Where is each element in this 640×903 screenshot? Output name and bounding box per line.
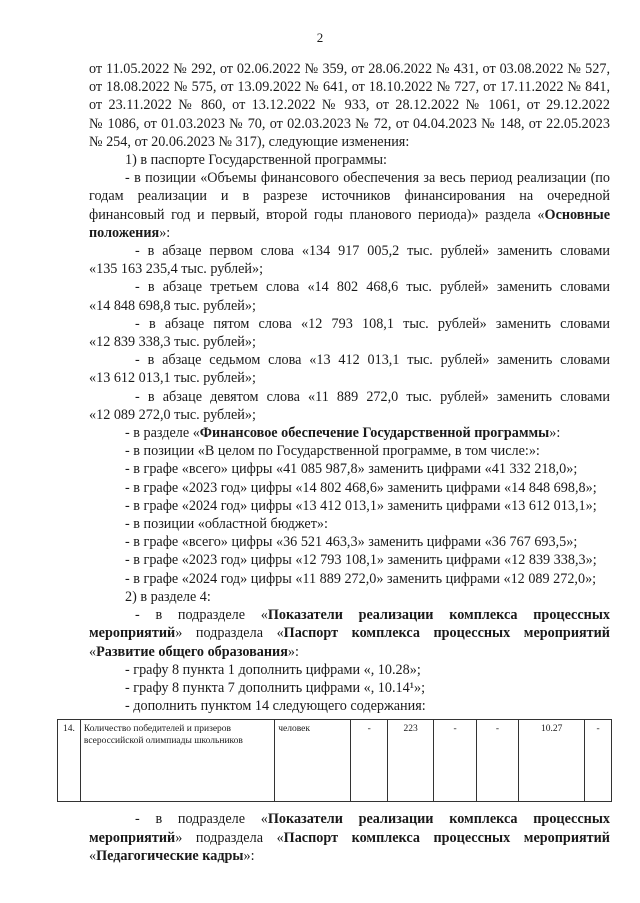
finance-line: - в графе «всего» цифры «36 521 463,3» заменить цифрами «36 767 693,5»; <box>125 534 578 551</box>
subsection-line: «Педагогические кадры»: <box>89 847 255 864</box>
text-line: от 23.11.2022 № 860, от 13.12.2022 № 933, от 28.12.2022 № 1061, от 29.12.2022 <box>89 97 610 114</box>
table-cell: 10.27 <box>519 720 585 802</box>
table-row <box>58 720 612 802</box>
table-cell: - <box>434 720 476 802</box>
subsection-line: - в подразделе «Показатели реализации комплекса процессных <box>135 607 610 624</box>
paragraph-change: - в абзаце третьем слова «14 802 468,6 тыс. рублей» заменить словами <box>135 279 610 296</box>
subsection-line: «Развитие общего образования»: <box>89 643 299 660</box>
paragraph-change: «14 848 698,8 тыс. рублей»; <box>89 297 256 314</box>
text-line: от 11.05.2022 № 292, от 02.06.2022 № 359, от 28.06.2022 № 431, от 03.08.2022 № 527, <box>89 61 610 77</box>
paragraph-change: «135 163 235,4 тыс. рублей»; <box>89 261 264 278</box>
paragraph-change: «13 612 013,1 тыс. рублей»; <box>89 370 256 387</box>
paragraph-change: «12 839 338,3 тыс. рублей»; <box>89 334 256 351</box>
indicator-table <box>57 719 612 802</box>
finance-line: - в графе «2023 год» цифры «12 793 108,1» заменить цифрами «12 839 338,3»; <box>125 552 597 569</box>
item-1-heading: 1) в паспорте Государственной программы: <box>125 152 388 169</box>
item-2-heading: 2) в разделе 4: <box>125 588 211 605</box>
funding-position-line: финансовый год и первый, второй годы планового периода)» раздела «Основные <box>89 206 610 223</box>
text-line: № 1086, от 01.03.2023 № 70, от 02.03.2023 № 72, от 04.04.2023 № 148, от 22.05.2023 <box>89 115 610 132</box>
table-cell: 223 <box>387 720 433 802</box>
paragraph-change: - в абзаце пятом слова «12 793 108,1 тыс. рублей» заменить словами <box>135 315 610 332</box>
text-line: № 254, от 20.06.2023 № 317), следующие изменения: <box>89 133 410 150</box>
page-number: 2 <box>316 30 324 45</box>
table-cell: человек <box>275 720 351 802</box>
sub-line: - графу 8 пункта 1 дополнить цифрами «, 10.28»; <box>125 661 421 678</box>
funding-position-line: положения»: <box>89 224 171 241</box>
table-cell: - <box>585 720 612 802</box>
sub-line: - графу 8 пункта 7 дополнить цифрами «, 10.14¹»; <box>125 679 426 696</box>
section-finance-heading: - в разделе «Финансовое обеспечение Государственной программы»: <box>125 425 561 442</box>
funding-position-line: - в позиции «Объемы финансового обеспечения за весь период реализации (по <box>125 170 610 187</box>
finance-line: - в графе «2023 год» цифры «14 802 468,6» заменить цифрами «14 848 698,8»; <box>125 479 597 496</box>
table-cell: - <box>351 720 387 802</box>
funding-position-line: годам реализации и в разрезе источников финансирования на очередной <box>89 188 610 205</box>
text-line: от 18.08.2022 № 575, от 13.09.2022 № 641, от 18.10.2022 № 727, от 17.11.2022 № 841, <box>89 79 610 96</box>
finance-line: - в графе «2024 год» цифры «11 889 272,0» заменить цифрами «12 089 272,0»; <box>125 570 597 587</box>
table-cell: - <box>476 720 518 802</box>
subsection-line: мероприятий» подраздела «Паспорт комплекса процессных мероприятий <box>89 829 610 846</box>
finance-line: - в позиции «В целом по Государственной программе, в том числе:»: <box>125 443 540 460</box>
paragraph-change: - в абзаце первом слова «134 917 005,2 тыс. рублей» заменить словами <box>135 243 610 260</box>
sub-line: - дополнить пунктом 14 следующего содержания: <box>125 698 426 715</box>
finance-line: - в графе «2024 год» цифры «13 412 013,1» заменить цифрами «13 612 013,1»; <box>125 497 597 514</box>
table-cell: Количество победителей и призеров всероссийской олимпиады школьников <box>80 720 274 802</box>
paragraph-change: «12 089 272,0 тыс. рублей»; <box>89 406 256 423</box>
subsection-line: мероприятий» подраздела «Паспорт комплекса процессных мероприятий <box>89 625 610 642</box>
table-cell: 14. <box>58 720 81 802</box>
document-body <box>63 60 610 865</box>
subsection-line: - в подразделе «Показатели реализации комплекса процессных <box>135 811 610 828</box>
paragraph-change: - в абзаце седьмом слова «13 412 013,1 тыс. рублей» заменить словами <box>135 352 610 369</box>
finance-line: - в позиции «областной бюджет»: <box>125 516 328 533</box>
paragraph-change: - в абзаце девятом слова «11 889 272,0 тыс. рублей» заменить словами <box>135 388 610 405</box>
finance-line: - в графе «всего» цифры «41 085 987,8» заменить цифрами «41 332 218,0»; <box>125 461 578 478</box>
